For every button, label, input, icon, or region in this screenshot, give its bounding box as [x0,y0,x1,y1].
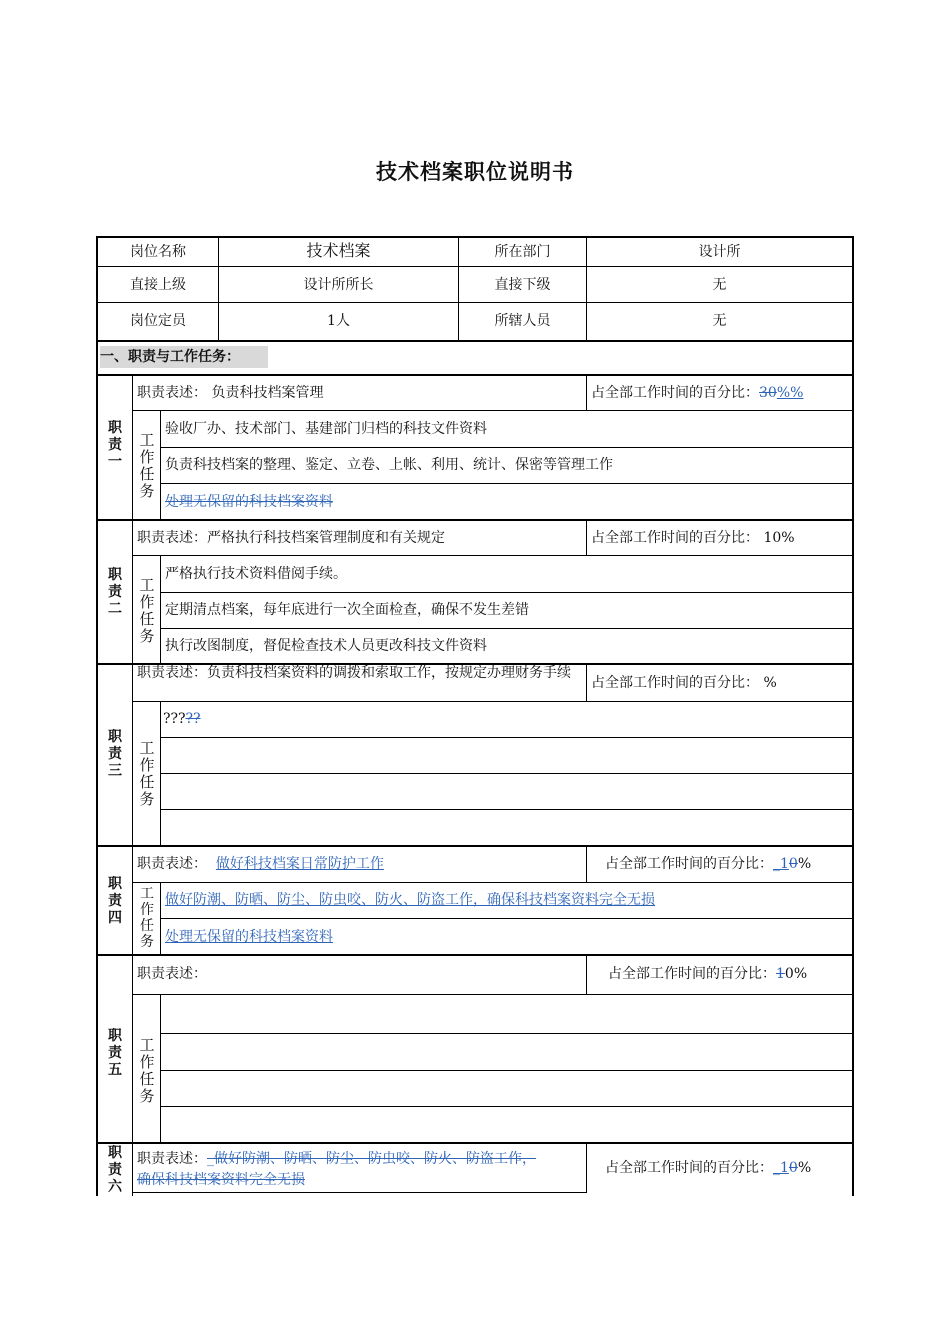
header-value-subordinate: 无 [712,277,727,293]
duty-4-task-1: 做好防潮、防晒、防尘、防虫咬、防火、防盗工作，确保科技档案资料完全无损 [165,892,655,908]
header-label-position-name: 岗位名称 [130,244,186,260]
duty-1-task-1: 验收厂办、技术部门、基建部门归档的科技文件资料 [165,421,487,437]
duty-2-task-1: 严格执行技术资料借阅手续。 [165,566,347,582]
duty-1-task-label: 工 作 任 务 [139,431,155,500]
duty-2-label: 职 责 二 [108,567,122,617]
duty-1-percentage: 占全部工作时间的百分比：30%% [591,385,804,401]
duty-4-task-2: 处理无保留的科技档案资料 [165,929,333,945]
duty-1-label: 职 责 一 [108,420,122,470]
header-value-supervisor: 设计所所长 [303,277,374,293]
duty-1-task-3: 处理无保留的科技档案资料 [165,494,333,510]
duty-1-task-2: 负责科技档案的整理、鉴定、立卷、上帐、利用、统计、保密等管理工作 [165,457,613,473]
duty-6-statement-line-2: 确保科技档案资料完全无损 [137,1172,305,1188]
duty-3-label: 职 责 三 [108,729,122,779]
section-title: 一、职责与工作任务： [100,346,268,368]
duty-5-task-label: 工 作 任 务 [139,1036,155,1105]
header-value-department: 设计所 [698,244,741,260]
page-title: 技术档案职位说明书 [376,160,574,184]
header-value-headcount: 1人 [327,313,350,329]
duty-5-label: 职 责 五 [108,1028,122,1078]
header-label-staff: 所辖人员 [494,313,551,329]
duty-2-task-3: 执行改图制度，督促检查技术人员更改科技文件资料 [165,638,487,654]
duty-1-statement: 职责表述： 负责科技档案管理 [137,385,324,401]
header-value-position-name: 技术档案 [306,241,371,260]
duty-2-statement: 职责表述：严格执行科技档案管理制度和有关规定 [137,530,445,546]
header-label-department: 所在部门 [494,244,551,260]
duty-4-task-label: 工 作 任 务 [140,886,154,950]
duty-4-label: 职 责 四 [108,876,122,926]
duty-3-statement: 职责表述：负责科技档案资料的调拨和索取工作，按规定办理财务手续 [137,665,571,681]
duty-6-statement-line-1: 职责表述：_做好防潮、防晒、防尘、防虫咬、防火、防盗工作， [137,1151,536,1167]
header-label-supervisor: 直接上级 [130,277,186,293]
duty-6-label: 职 责 六 [108,1145,122,1195]
duty-2-task-label: 工 作 任 务 [139,576,155,645]
duty-5-statement: 职责表述： [137,966,207,982]
duty-3-task-1: ????? [163,711,201,727]
header-label-subordinate: 直接下级 [494,277,551,293]
duty-6-percentage: 占全部工作时间的百分比：_10% [605,1160,812,1176]
duty-3-percentage: 占全部工作时间的百分比： % [591,675,777,691]
duty-3-task-label: 工 作 任 务 [139,739,155,808]
duty-5-percentage: 占全部工作时间的百分比：10% [608,966,808,982]
duty-4-percentage: 占全部工作时间的百分比：_10% [605,856,812,872]
duty-2-task-2: 定期清点档案，每年底进行一次全面检查，确保不发生差错 [165,602,529,618]
header-label-headcount: 岗位定员 [130,313,186,329]
header-value-staff: 无 [712,313,727,329]
duty-2-percentage: 占全部工作时间的百分比： 10% [591,530,795,546]
duty-4-statement: 职责表述： 做好科技档案日常防护工作 [137,856,384,872]
